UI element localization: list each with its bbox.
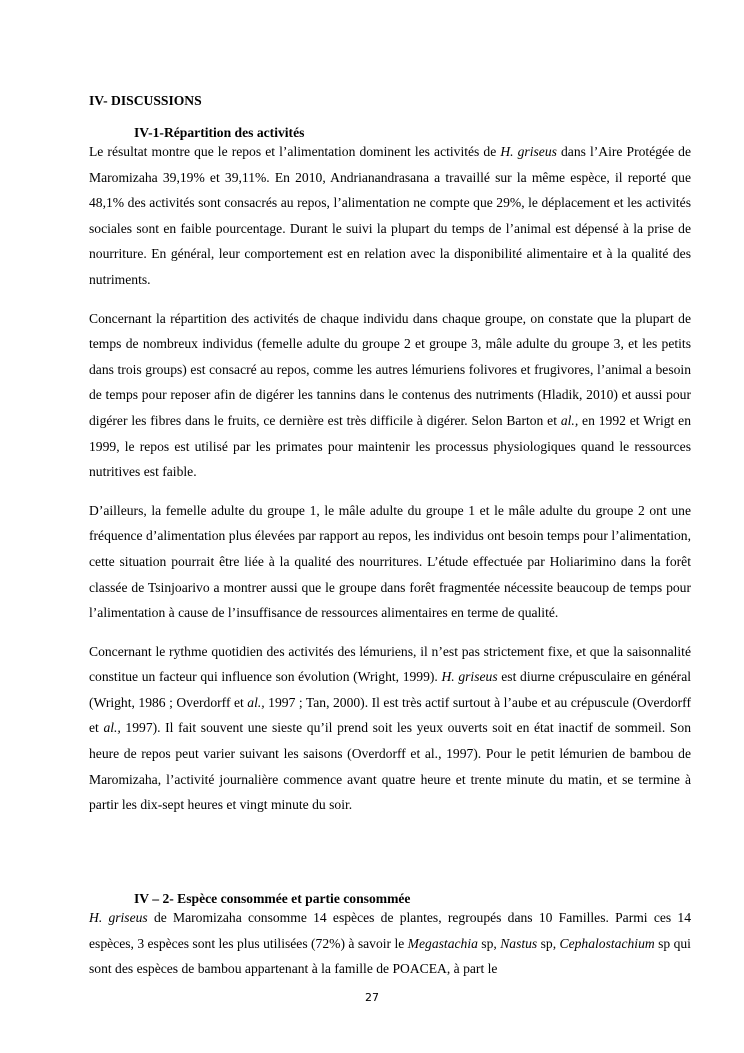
section-1-title: IV-1-Répartition des activités [134, 125, 305, 140]
main-heading: IV- DISCUSSIONS [89, 93, 202, 108]
paragraph-1: Le résultat montre que le repos et l’alimentation dominent les activités de H. griseus dans l’Aire Protégée de Maromizaha 39,19% et 39,11%. En 2010, Andrianandrasana a travaillé sur la même espèce, il reporté que 48,1% des activités sont consacrés au repos, l’alimentation ne compte que 29%, le déplacement et les activités sociales sont en faible pourcentage. Durant le suivi la plupart du temps de l’animal est dépensé à la prise de nourriture. En général, leur comportement est en relation avec la disponibilité alimentaire et à la qualité des nutriments. [89, 144, 692, 287]
section-1-body [89, 139, 691, 818]
page-number: 27 [365, 991, 379, 1004]
paragraph-3: D’ailleurs, la femelle adulte du groupe 1, le mâle adulte du groupe 1 et le mâle adulte du groupe 2 ont une fréquence d’alimentation plus élevées par rapport au repos, les individus ont besoin temps pour l’alimentation, cette situation pourrait être liée à la qualité des nourritures. L’étude effectuée par Holiarimino dans la forêt classée de Tsinjoarivo a montrer aussi que le groupe dans forêt fragmentée nécessite beaucoup de temps pour l’alimentation à cause de l’insuffisance de ressources alimentaires en terme de qualité. [89, 502, 691, 621]
paragraph-5: H. griseus de Maromizaha consomme 14 espèces de plantes, regroupés dans 10 Familles. Parmi ces 14 espèces, 3 espèces sont les plus utilisées (72%) à savoir le Megastachia sp, Nastus sp, Cephalostachium sp qui sont des espèces de bambou appartenant à la famille de POACEA, à part le [89, 910, 692, 977]
paragraph-4: Concernant le rythme quotidien des activités des lémuriens, il n’est pas strictement fixe, et que la saisonnalité constitue un facteur qui influence son évolution (Wright, 1999). H. griseus est diurne crépusculaire en général (Wright, 1986 ; Overdorff et al., 1997 ; Tan, 2000). Il est très actif surtout à l’aube et au crépuscule (Overdorff et al., 1997). Il fait souvent une sieste qu’il prend soit les yeux ouverts soit en état inactif de sommeil. Son heure de repos peut varier suivant les saisons (Overdorff et al., 1997). Pour le petit lémurien de bambou de Maromizaha, l’activité journalière commence avant quatre heure et trente minute du matin, et se termine à partir les dix-sept heures et vingt minute du soir. [89, 643, 692, 813]
paragraph-2: Concernant la répartition des activités de chaque individu dans chaque groupe, on constate que la plupart de temps de nombreux individus (femelle adulte du groupe 2 et groupe 3, mâle adulte du groupe 3, et les petits dans trois groups) est consacré au repos, comme les autres lémuriens folivores et frugivores, l’animal a besoin de temps pour reposer afin de digérer les tannins dans le contenus des nutriments (Hladik, 2010) et aussi pour digérer les fibres dans le fruits, ce dernière est très difficile à digérer. Selon Barton et al., en 1992 et Wrigt en 1999, le repos est utilisé par les primates pour maintenir les processus physiologiques quand le ressources nutritives est faible. [89, 310, 691, 480]
section-2-body [89, 905, 691, 982]
section-2-title: IV – 2- Espèce consommée et partie consommée [134, 891, 411, 906]
